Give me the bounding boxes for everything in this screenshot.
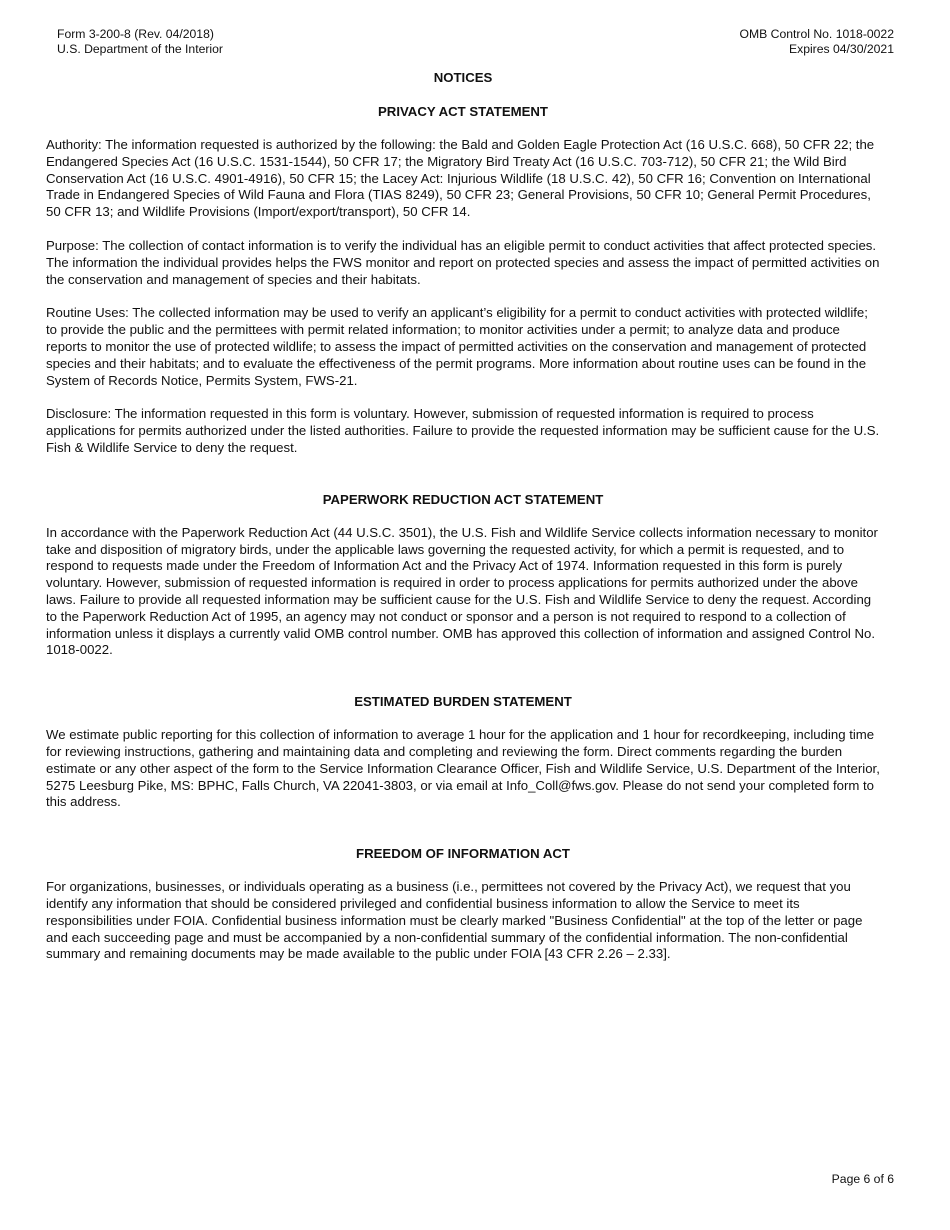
page-number: Page 6 of 6 (831, 1172, 894, 1186)
privacy-purpose-paragraph: Purpose: The collection of contact information is to verify the individual has an eligible permit to conduct activities that affect protected species. The information the individual provides helps the FWS monitor and report on protected species and assess the impact of permitted activities on the conservation and management of species and their habitats. (46, 237, 880, 287)
form-number: Form 3-200-8 (Rev. 04/2018) (57, 27, 214, 41)
form-header-right (740, 27, 894, 57)
privacy-routine-uses-paragraph: Routine Uses: The collected information may be used to verify an applicant’s eligibility for a permit to conduct activities with protected wildlife; to provide the public and the permittees with permit related information; to monitor activities under a permit; to analyze data and produce reports to monitor the use of protected wildlife; to assess the impact of permitted activities on the conservation and management of protected species and their habitats; and to evaluate the effectiveness of the permit programs. More information about routine uses can be found in the System of Records Notice, Permits System, FWS-21. (46, 305, 868, 388)
notices-title: NOTICES (433, 70, 493, 85)
foia-paragraph: For organizations, businesses, or individuals operating as a business (i.e., permittees not covered by the Privacy Act), we request that you identify any information that should be considered privileged and confidential business information to allow the Service to meet its responsibilities under FOIA. Confidential business information must be clearly marked "Business Confidential" at the top of the letter or page and each succeeding page and must be accompanied by a non-confidential summary of the confidential information. The non-confidential summary and remaining documents may be made available to the public under FOIA [43 CFR 2.26 – 2.33]. (46, 879, 863, 962)
form-header-left (57, 27, 223, 57)
burden-statement-paragraph: We estimate public reporting for this collection of information to average 1 hour for the application and 1 hour for recordkeeping, including time for reviewing instructions, gathering and maintaining data and completing and reviewing the form. Direct comments regarding the burden estimate or any other aspect of the form to the Service Information Clearance Officer, Fish and Wildlife Service, U.S. Department of the Interior, 5275 Leesburg Pike, MS: BPHC, Falls Church, VA 22041-3803, or via email at Info_Coll@fws.gov. Please do not send your completed form to this address. (46, 727, 880, 810)
privacy-disclosure-paragraph: Disclosure: The information requested in this form is voluntary. However, submission of requested information is required to process applications for permits authorized under the listed authorities. Failure to provide the requested information may be sufficient cause for the U.S. Fish & Wildlife Service to deny the request. (46, 406, 880, 455)
expiration-date: Expires 04/30/2021 (788, 42, 894, 56)
notices-content (46, 69, 880, 963)
privacy-act-title: PRIVACY ACT STATEMENT (378, 104, 548, 119)
paperwork-reduction-title: PAPERWORK REDUCTION ACT STATEMENT (322, 491, 604, 507)
paperwork-reduction-paragraph: In accordance with the Paperwork Reduction Act (44 U.S.C. 3501), the U.S. Fish and Wildlife Service collects information necessary to monitor take and disposition of migratory birds, under the applicable laws governing the requested activity, for which a permit is requested, and to respond to requests made under the Freedom of Information Act and the Privacy Act of 1974. Information requested in this form is purely voluntary. However, submission of requested information is required in order to process applications for permits authorized under the above laws. Failure to provide all requested information may be sufficient cause for the U.S. Fish and Wildlife Service to deny the request. According to the Paperwork Reduction Act of 1995, an agency may not conduct or sponsor and a person is not required to respond to a collection of information unless it displays a currently valid OMB control number. OMB has approved this collection of information and assigned Control No. 1018-0022. (46, 524, 878, 658)
omb-control-number: OMB Control No. 1018-0022 (739, 27, 894, 41)
foia-title: FREEDOM OF INFORMATION ACT (356, 846, 570, 862)
department-name: U.S. Department of the Interior (57, 42, 223, 56)
privacy-authority-paragraph: Authority: The information requested is authorized by the following: the Bald and Golden Eagle Protection Act (16 U.S.C. 668), 50 CFR 22; the Endangered Species Act (16 U.S.C. 1531-1544), 50 CFR 17; the Migratory Bird Treaty Act (16 U.S.C. 703-712), 50 CFR 21; the Wild Bird Conservation Act (16 U.S.C. 4901-4916), 50 CFR 15; the Lacey Act: Injurious Wildlife (18 U.S.C. 42), 50 CFR 16; Convention on International Trade in Endangered Species of Wild Fauna and Flora (TIAS 8249), 50 CFR 23; General Provisions, 50 CFR 10; General Permit Procedures, 50 CFR 13; and Wildlife Provisions (Import/export/transport), 50 CFR 14. (46, 137, 875, 220)
burden-statement-title: ESTIMATED BURDEN STATEMENT (354, 694, 572, 710)
